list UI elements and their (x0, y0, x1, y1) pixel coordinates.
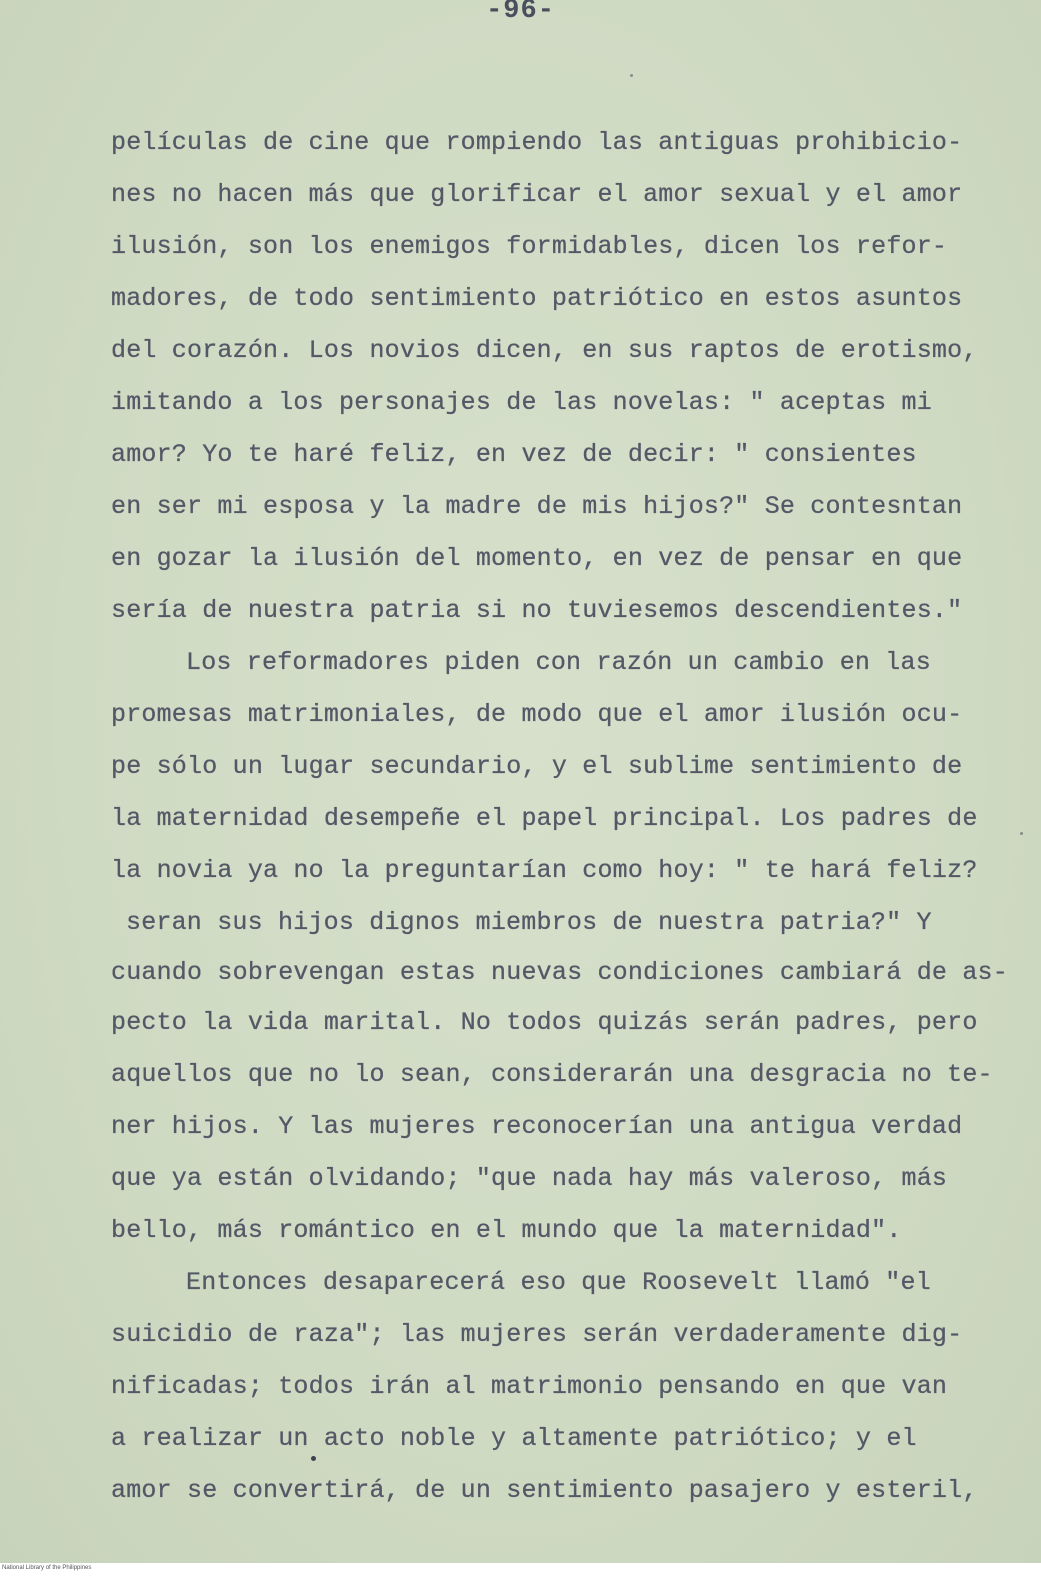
text-line: pecto la vida marital. No todos quizás serán padres, pero (111, 1008, 978, 1037)
ink-speck (630, 74, 633, 77)
text-line: que ya están olvidando; "que nada hay más valeroso, más (111, 1164, 948, 1193)
text-line: ner hijos. Y las mujeres reconocerían una antigua verdad (111, 1112, 963, 1141)
text-line: sería de nuestra patria si no tuviesemos descendientes." (111, 596, 963, 625)
text-line: ilusión, son los enemigos formidables, dicen los refor- (111, 232, 948, 261)
text-line: bello, más romántico en el mundo que la maternidad". (111, 1216, 902, 1245)
footer-credit: National Library of the Philippines (2, 1565, 92, 1571)
ink-speck (311, 1456, 316, 1461)
text-line: aquellos que no lo sean, considerarán una desgracia no te- (111, 1060, 993, 1089)
text-line: películas de cine que rompiendo las antiguas prohibicio- (111, 128, 963, 157)
text-line: imitando a los personajes de las novelas: " aceptas mi (111, 388, 932, 417)
text-line: Los reformadores piden con razón un cambio en las (186, 648, 931, 677)
text-line: nes no hacen más que glorificar el amor sexual y el amor (111, 180, 963, 209)
text-line: nificadas; todos irán al matrimonio pensando en que van (111, 1372, 948, 1401)
text-line: pe sólo un lugar secundario, y el sublime sentimiento de (111, 752, 963, 781)
text-line: suicidio de raza"; las mujeres serán verdaderamente dig- (111, 1320, 963, 1349)
footer-bar (0, 1563, 1041, 1583)
ink-speck (1020, 832, 1023, 835)
text-line: Entonces desaparecerá eso que Roosevelt llamó "el (186, 1268, 931, 1297)
text-line: del corazón. Los novios dicen, en sus raptos de erotismo, (111, 336, 978, 365)
text-line: seran sus hijos dignos miembros de nuestra patria?" Y (126, 908, 932, 937)
text-line: la novia ya no la preguntarían como hoy: " te hará feliz? (111, 856, 978, 885)
text-line: a realizar un acto noble y altamente patriótico; y el (111, 1424, 917, 1453)
text-line: amor se convertirá, de un sentimiento pasajero y esteril, (111, 1476, 978, 1505)
text-line: la maternidad desempeñe el papel principal. Los padres de (111, 804, 978, 833)
text-line: cuando sobrevengan estas nuevas condiciones cambiará de as- (111, 958, 1008, 987)
text-line: madores, de todo sentimiento patriótico en estos asuntos (111, 284, 963, 313)
text-line: amor? Yo te haré feliz, en vez de decir: " consientes (111, 440, 917, 469)
text-line: en gozar la ilusión del momento, en vez de pensar en que (111, 544, 963, 573)
text-line: en ser mi esposa y la madre de mis hijos?" Se contesntan (111, 492, 963, 521)
page-number: -96- (486, 0, 555, 26)
text-line: promesas matrimoniales, de modo que el amor ilusión ocu- (111, 700, 963, 729)
